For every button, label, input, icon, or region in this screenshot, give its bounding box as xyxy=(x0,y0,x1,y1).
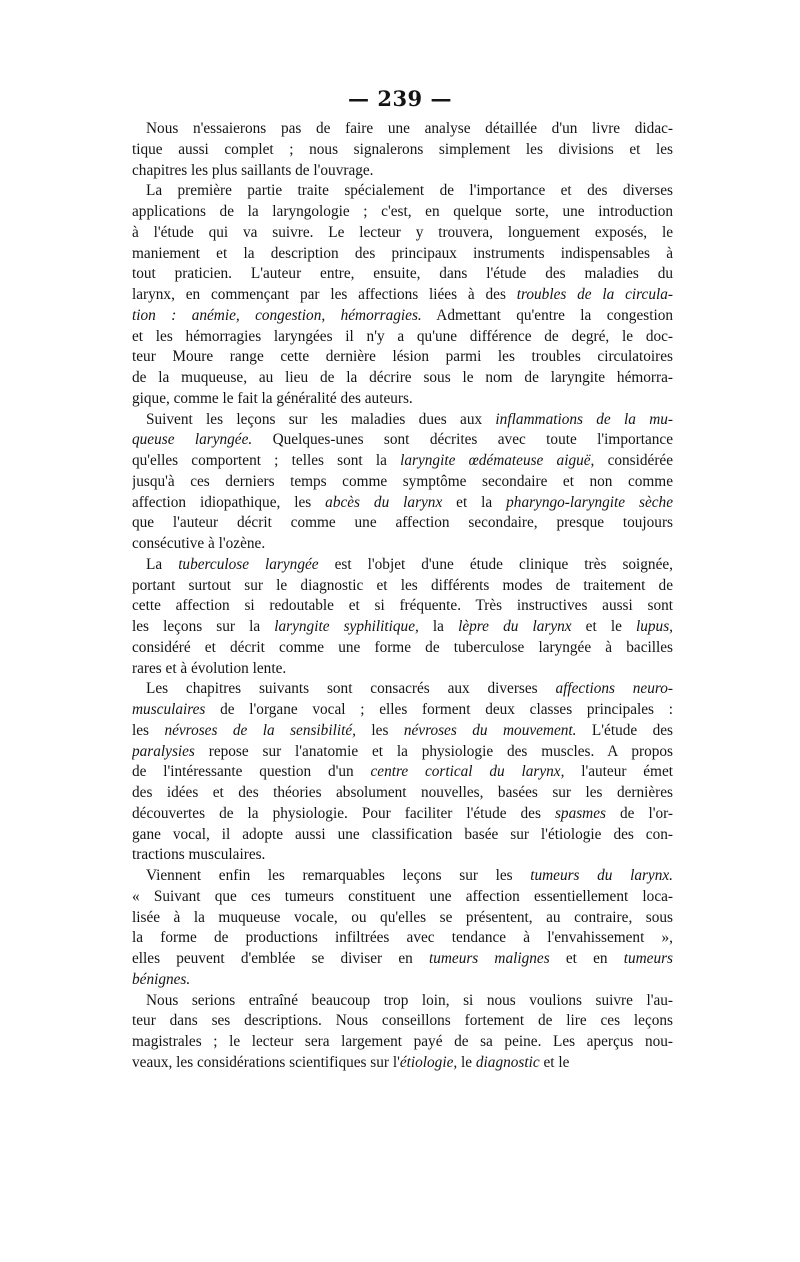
text-line xyxy=(132,306,673,327)
text-run: Nous n'essaierons pas de faire une analyse détaillée d'un livre didac- xyxy=(146,120,673,137)
text-line xyxy=(132,368,673,389)
text-run: veaux, les considérations scientifiques sur l' xyxy=(132,1053,400,1071)
text-line xyxy=(132,389,673,410)
text-run: de la muqueuse, au lieu de la décrire sous le nom de laryngite hémorra- xyxy=(132,369,673,386)
text-run: cette affection si redoutable et si fréquente. Très instructives aussi sont xyxy=(132,597,673,615)
text-line xyxy=(132,223,673,244)
text-run: L'étude des xyxy=(576,721,673,739)
text-line xyxy=(132,908,673,929)
text-line xyxy=(132,264,673,285)
italic-text: bénignes. xyxy=(132,970,191,988)
text-run: l'auteur émet xyxy=(564,763,673,781)
text-run: et le xyxy=(571,618,636,635)
text-run: Nous serions entraîné beaucoup trop loin, si nous voulions suivre l'au- xyxy=(146,991,673,1009)
text-run: que l'auteur décrit comme une affection secondaire, presque toujours xyxy=(132,514,673,532)
text-line xyxy=(132,285,673,306)
text-run: qu'elles comportent ; telles sont la xyxy=(132,452,401,469)
text-line xyxy=(132,472,673,493)
text-line xyxy=(132,845,673,866)
text-run: est l'objet d'une étude clinique très soignée, xyxy=(318,555,673,573)
text-run: « Suivant que ces tumeurs constituent une affection essentiellement loca- xyxy=(132,887,673,905)
paragraph xyxy=(132,679,673,866)
italic-text: tumeurs malignes xyxy=(428,950,550,967)
text-run: gique, comme le fait la généralité des auteurs. xyxy=(132,389,413,407)
text-line xyxy=(132,513,673,534)
italic-text: spasmes xyxy=(554,804,606,822)
text-line xyxy=(132,1053,673,1074)
italic-text: tuberculose laryngée xyxy=(178,555,319,573)
text-line xyxy=(132,1032,673,1053)
text-run: tout praticien. L'auteur entre, ensuite, dans l'étude des maladies du xyxy=(132,265,673,283)
text-line xyxy=(132,244,673,265)
text-run: découvertes de la physiologie. Pour faciliter l'étude des xyxy=(132,804,555,822)
text-line xyxy=(132,825,673,846)
text-run: et la xyxy=(442,493,507,511)
text-run: de l'or- xyxy=(605,804,673,822)
text-line xyxy=(132,202,673,223)
text-run: Admettant qu'entre la congestion xyxy=(421,306,673,324)
text-line xyxy=(132,576,673,597)
text-run: de l'intéressante question d'un xyxy=(132,763,371,781)
text-run: à l'étude qui va suivre. Le lecteur y trouvera, longuement exposés, le xyxy=(132,223,673,241)
text-run: et les hémorragies laryngées il n'y a qu'une différence de degré, le doc- xyxy=(132,327,673,345)
italic-text: paralysies xyxy=(132,742,195,760)
italic-text: pharyngo-laryngite sèche xyxy=(506,493,673,511)
text-run: considéré et décrit comme une forme de tuberculose laryngée à bacilles xyxy=(132,638,673,656)
italic-text: troubles de la circula- xyxy=(516,286,673,303)
italic-text: tumeurs xyxy=(623,950,673,967)
text-line xyxy=(132,721,673,742)
text-line xyxy=(132,659,673,680)
text-run: elles peuvent d'emblée se diviser en xyxy=(132,950,429,967)
text-run: les xyxy=(132,721,165,739)
text-run: la xyxy=(418,618,459,635)
text-run: La première partie traite spécialement de l'importance et des diverses xyxy=(146,182,673,200)
italic-text: diagnostic xyxy=(475,1053,540,1071)
text-run: teur dans ses descriptions. Nous conseillons fortement de lire ces leçons xyxy=(132,1012,673,1030)
text-line xyxy=(132,638,673,659)
text-run: applications de la laryngologie ; c'est, en quelque sorte, une introduction xyxy=(132,203,673,220)
text-line xyxy=(132,887,673,908)
italic-text: inflammations de la mu- xyxy=(495,410,673,428)
italic-text: affections neuro- xyxy=(555,680,673,698)
text-run: gane vocal, il adopte aussi une classification basée sur l'étiologie des con- xyxy=(132,825,673,843)
text-run: chapitres les plus saillants de l'ouvrage. xyxy=(132,161,374,179)
italic-text: lèpre du larynx xyxy=(458,618,572,635)
text-run: la forme de productions infiltrées avec tendance à l'envahissement », xyxy=(132,929,673,947)
italic-text: laryngite syphilitique, xyxy=(274,618,419,635)
text-run: lisée à la muqueuse vocale, ou qu'elles se présentent, au contraire, sous xyxy=(132,908,673,926)
text-run: larynx, en commençant par les affections liées à des xyxy=(132,286,517,303)
text-run: tique aussi complet ; nous signalerons simplement les divisions et les xyxy=(132,140,673,158)
text-line xyxy=(132,161,673,182)
text-run: Quelques-unes sont décrites avec toute l'importance xyxy=(252,431,673,449)
italic-text: laryngite œdémateuse aiguë, xyxy=(400,452,595,469)
text-line xyxy=(132,347,673,368)
text-run: jusqu'à ces derniers temps comme symptôme secondaire et non comme xyxy=(132,472,673,490)
text-run: affection idiopathique, les xyxy=(132,493,326,511)
text-run: portant surtout sur le diagnostic et les différents modes de traitement de xyxy=(132,576,673,594)
italic-text: névroses du mouvement. xyxy=(403,721,577,739)
italic-text: étiologie, xyxy=(399,1053,458,1071)
text-run: consécutive à l'ozène. xyxy=(132,535,266,552)
text-line xyxy=(132,410,673,431)
text-run: repose sur l'anatomie et la physiologie des muscles. A propos xyxy=(194,742,673,760)
text-run: les xyxy=(355,721,404,739)
paragraph xyxy=(132,991,673,1074)
text-run: et en xyxy=(549,950,624,967)
text-run: Les chapitres suivants sont consacrés aux diverses xyxy=(146,680,556,698)
text-run: La xyxy=(146,555,179,573)
text-line xyxy=(132,617,673,638)
text-run: les leçons sur la xyxy=(132,618,275,635)
text-line xyxy=(132,119,673,140)
text-run: le xyxy=(457,1053,476,1071)
text-line xyxy=(132,762,673,783)
text-line xyxy=(132,451,673,472)
paragraph xyxy=(132,866,673,991)
italic-text: lupus, xyxy=(636,618,673,635)
text-line xyxy=(132,1011,673,1032)
text-run: Viennent enfin les remarquables leçons sur les xyxy=(146,867,531,884)
text-line xyxy=(132,949,673,970)
italic-text: abcès du larynx xyxy=(325,493,443,511)
text-line xyxy=(132,742,673,763)
text-run: teur Moure range cette dernière lésion parmi les troubles circulatoires xyxy=(132,348,673,366)
text-line xyxy=(132,928,673,949)
text-run: magistrales ; le lecteur sera largement payé de sa peine. Les aperçus nou- xyxy=(132,1033,673,1050)
text-line xyxy=(132,700,673,721)
italic-text: tumeurs du larynx. xyxy=(530,867,673,884)
text-line xyxy=(132,970,673,991)
text-run: rares et à évolution lente. xyxy=(132,659,287,677)
text-line xyxy=(132,534,673,555)
paragraph xyxy=(132,555,673,680)
text-line xyxy=(132,555,673,576)
italic-text: névroses de la sensibilité, xyxy=(164,721,356,739)
text-line xyxy=(132,430,673,451)
paragraph xyxy=(132,119,673,181)
text-line xyxy=(132,181,673,202)
paragraph xyxy=(132,410,673,555)
text-line xyxy=(132,679,673,700)
italic-text: centre cortical du larynx, xyxy=(370,763,565,781)
text-line xyxy=(132,140,673,161)
text-line xyxy=(132,493,673,514)
text-line xyxy=(132,991,673,1012)
body-text xyxy=(132,119,673,1074)
text-run: tractions musculaires. xyxy=(132,846,266,864)
text-run: maniement et la description des principaux instruments indispensables à xyxy=(132,244,673,262)
italic-text: musculaires xyxy=(132,701,206,718)
text-line xyxy=(132,327,673,348)
text-line xyxy=(132,866,673,887)
text-run: des idées et des théories absolument nouvelles, basées sur les dernières xyxy=(132,784,673,801)
text-run: considérée xyxy=(594,452,673,469)
text-run: Suivent les leçons sur les maladies dues aux xyxy=(146,410,496,428)
text-run: et le xyxy=(539,1053,570,1071)
text-run: de l'organe vocal ; elles forment deux classes principales : xyxy=(205,701,673,718)
paragraph xyxy=(132,181,673,409)
text-line xyxy=(132,783,673,804)
italic-text: tion : anémie, congestion, hémorragies. xyxy=(132,306,422,324)
text-line xyxy=(132,804,673,825)
italic-text: queuse laryngée. xyxy=(132,431,253,449)
page-number: — 239 — xyxy=(348,86,452,111)
text-line xyxy=(132,596,673,617)
